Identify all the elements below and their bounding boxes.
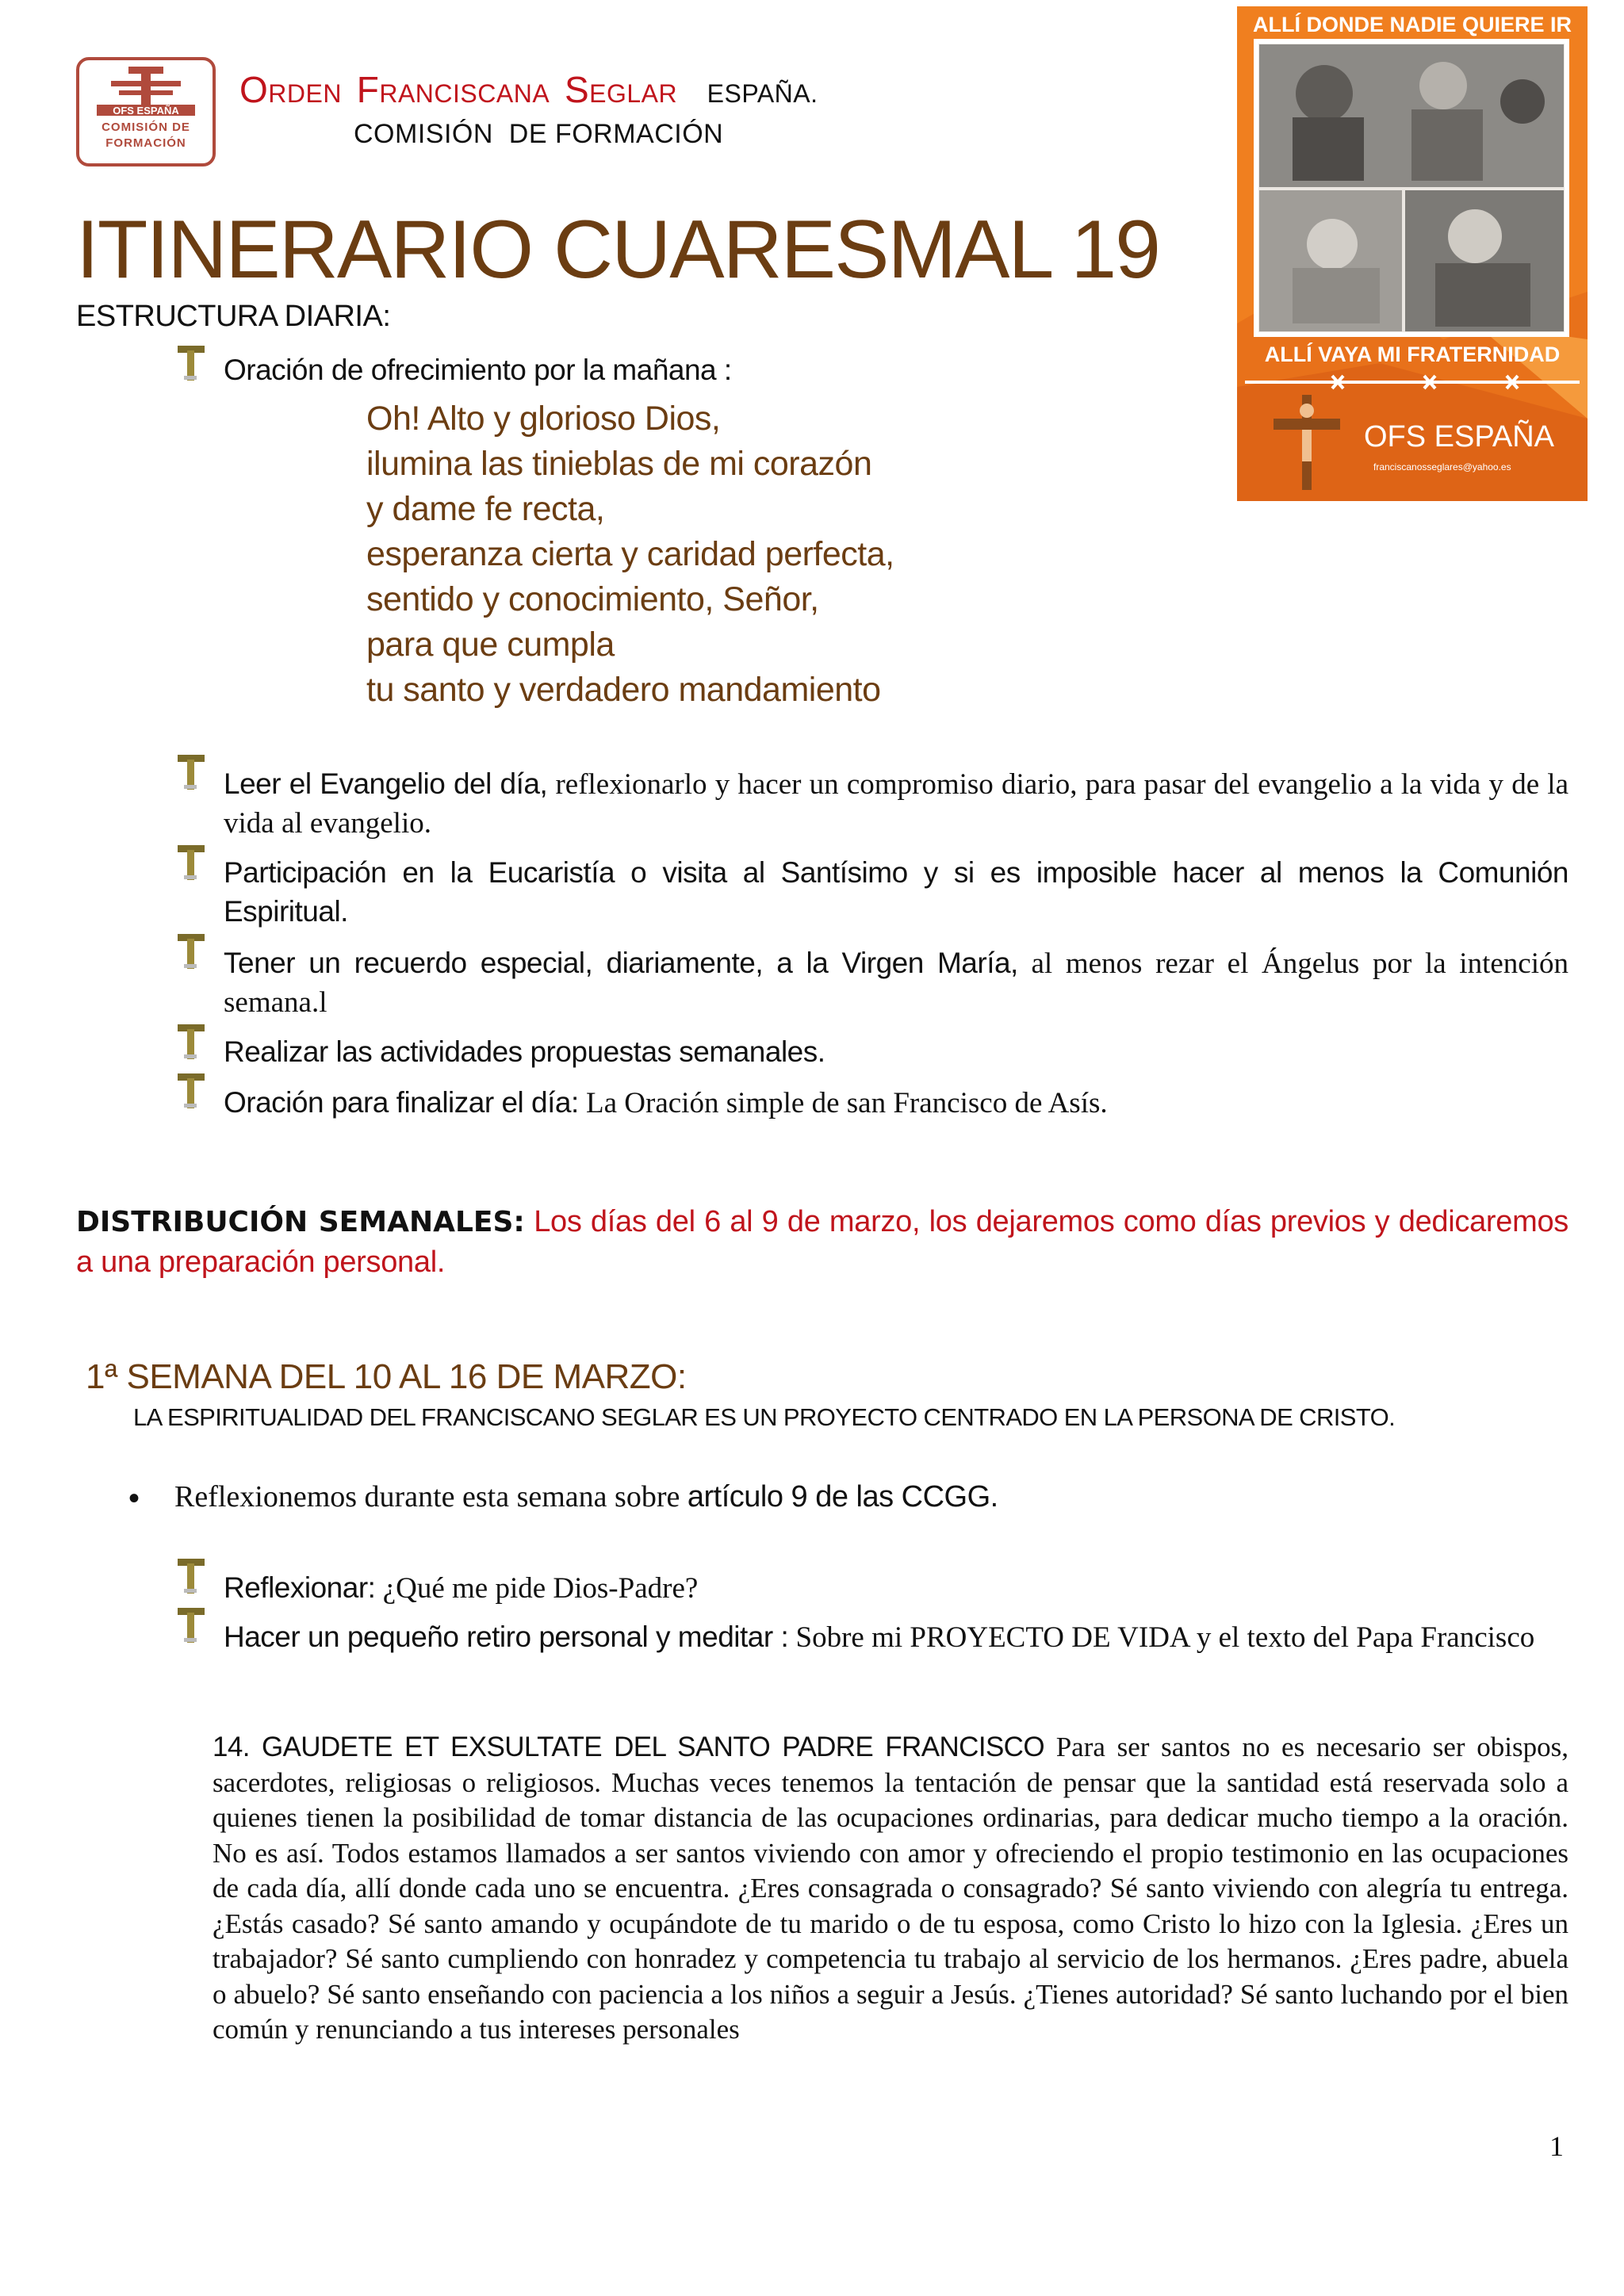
item-virgin-mary-bold: Tener un recuerdo especial, diariamente, a la Virgen María, — [224, 947, 1018, 979]
commission-name: COMISIÓN DE FORMACIÓN — [354, 119, 724, 149]
tau-bullet-icon — [176, 842, 208, 883]
week1-bullet-bold: artículo 9 de las CCGG. — [687, 1480, 998, 1513]
ofs-formation-logo — [76, 57, 216, 166]
item-gospel-text: reflexionarlo y hacer un compromiso diario, para pasar del evangelio a la vida y de la vida al evangelio. — [224, 768, 1568, 840]
distribution-text: Los días del 6 al 9 de marzo, los dejaremos como días previos y dedicaremos a una preparación personal. — [76, 1205, 1568, 1279]
logo-text-3: FORMACIÓN — [105, 136, 186, 150]
poster-brand: OFS ESPAÑA — [1364, 420, 1555, 453]
campaign-poster — [1237, 6, 1588, 501]
prayer-line: Oh! Alto y glorioso Dios, — [366, 400, 721, 438]
org-rest-orden: RDEN — [268, 79, 342, 108]
tau-bullet-icon — [176, 1605, 208, 1646]
item-activities — [224, 1032, 1568, 1071]
item-virgin-mary — [224, 943, 1568, 1022]
poster-mid-banner: ALLÍ VAYA MI FRATERNIDAD — [1264, 342, 1561, 366]
tau-bullet-icon — [176, 752, 208, 793]
org-rest-franciscana: RANCISCANA — [379, 79, 550, 108]
retreat-label: Hacer un pequeño retiro personal y meditar : — [224, 1621, 789, 1653]
item-eucharist — [224, 853, 1568, 931]
tau-bullet-icon — [176, 1556, 208, 1597]
item-gospel-bold: Leer el Evangelio del día, — [224, 767, 548, 800]
org-cap-s: S — [564, 69, 590, 110]
gaudete-quote — [213, 1730, 1568, 2048]
item-gospel — [224, 764, 1568, 843]
logo-text-2: COMISIÓN DE — [102, 121, 190, 134]
org-rest-seglar: EGLAR — [589, 79, 678, 108]
org-name — [239, 68, 818, 111]
item-evening-prayer — [224, 1083, 1568, 1123]
page-number: 1 — [1549, 2130, 1564, 2162]
reflect-label: Reflexionar: — [224, 1571, 376, 1604]
poster-email: franciscanosseglares@yahoo.es — [1373, 461, 1511, 473]
retreat-text: Sobre mi PROYECTO DE VIDA y el texto del Papa Francisco — [788, 1621, 1535, 1654]
distribution-paragraph — [76, 1202, 1568, 1282]
document-title: ITINERARIO CUARESMAL 19 — [76, 204, 1160, 296]
morning-prayer-text — [366, 396, 894, 713]
week1-heading: 1ª SEMANA DEL 10 AL 16 DE MARZO: — [86, 1357, 687, 1396]
tau-bullet-icon — [176, 342, 208, 384]
prayer-line: esperanza cierta y caridad perfecta, — [366, 535, 894, 573]
org-cap-f: F — [356, 69, 380, 110]
org-cap-o: O — [239, 69, 269, 110]
tau-bullet-icon — [176, 1070, 208, 1112]
morning-prayer-label: Oración de ofrecimiento por la mañana : — [224, 354, 732, 386]
logo-text-1: OFS ESPAÑA — [113, 105, 179, 117]
retreat-item — [224, 1617, 1568, 1657]
week1-subheading: LA ESPIRITUALIDAD DEL FRANCISCANO SEGLAR ES UN PROYECTO CENTRADO EN LA PERSONA DE CRISTO. — [133, 1403, 1396, 1431]
week1-bullet — [174, 1478, 1522, 1517]
structure-heading: ESTRUCTURA DIARIA: — [76, 300, 391, 333]
org-country: ESPAÑA. — [707, 79, 818, 108]
prayer-line: sentido y conocimiento, Señor, — [366, 580, 819, 618]
tau-bullet-icon — [176, 931, 208, 972]
prayer-line: y dame fe recta, — [366, 490, 605, 528]
bullet-dot-icon: • — [128, 1481, 140, 1516]
prayer-line: tu santo y verdadero mandamiento — [366, 671, 881, 709]
quote-text: Para ser santos no es necesario ser obispos, sacerdotes, religiosas o religiosos. Muchas veces tenemos la tentación de pensar que la santidad está reservada solo a quienes tienen la posibilidad de tomar distancia de las ocupaciones ordinarias, para dedicar mucho tiempo a la oración. No es así. Todos estamos llamados a ser santos viviendo con amor y ofreciendo el propio testimonio en las ocupaciones de cada día, allí donde cada uno se encuentra. ¿Eres consagrada o consagrado? Sé santo viviendo con alegría tu entrega. ¿Estás casado? Sé santo amando y ocupándote de tu marido o de tu esposa, como Cristo lo hizo con la Iglesia. ¿Eres un trabajador? Sé santo cumpliendo con honradez y competencia tu trabajo al servicio de los hermanos. ¿Eres padre, abuela o abuelo? Sé santo enseñando con paciencia a los niños a seguir a Jesús. ¿Tienes autoridad? Sé santo luchando por el bien común y renunciando a tus intereses personales — [213, 1732, 1568, 2045]
item-evening-prayer-text: La Oración simple de san Francisco de Asís. — [578, 1087, 1108, 1119]
distribution-label: DISTRIBUCIÓN SEMANALES: — [76, 1206, 525, 1238]
prayer-line: ilumina las tinieblas de mi corazón — [366, 445, 872, 483]
reflect-item — [224, 1568, 1568, 1608]
prayer-line: para que cumpla — [366, 626, 615, 664]
poster-top-banner: ALLÍ DONDE NADIE QUIERE IR — [1252, 13, 1572, 36]
item-activities-bold: Realizar las actividades propuestas semanales. — [224, 1035, 825, 1068]
reflect-text: ¿Qué me pide Dios-Padre? — [375, 1572, 699, 1605]
item-virgin-mary-text: al menos rezar el Ángelus por la intención semana.l — [224, 947, 1568, 1019]
tau-bullet-icon — [176, 1021, 208, 1062]
item-evening-prayer-bold: Oración para finalizar el día: — [224, 1086, 579, 1119]
quote-title: 14. GAUDETE ET EXSULTATE DEL SANTO PADRE FRANCISCO — [213, 1732, 1044, 1762]
week1-bullet-text: Reflexionemos durante esta semana sobre — [174, 1480, 688, 1513]
item-eucharist-bold: Participación en la Eucaristía o visita al Santísimo y si es imposible hacer al menos la Comunión Espiritual. — [224, 856, 1568, 928]
